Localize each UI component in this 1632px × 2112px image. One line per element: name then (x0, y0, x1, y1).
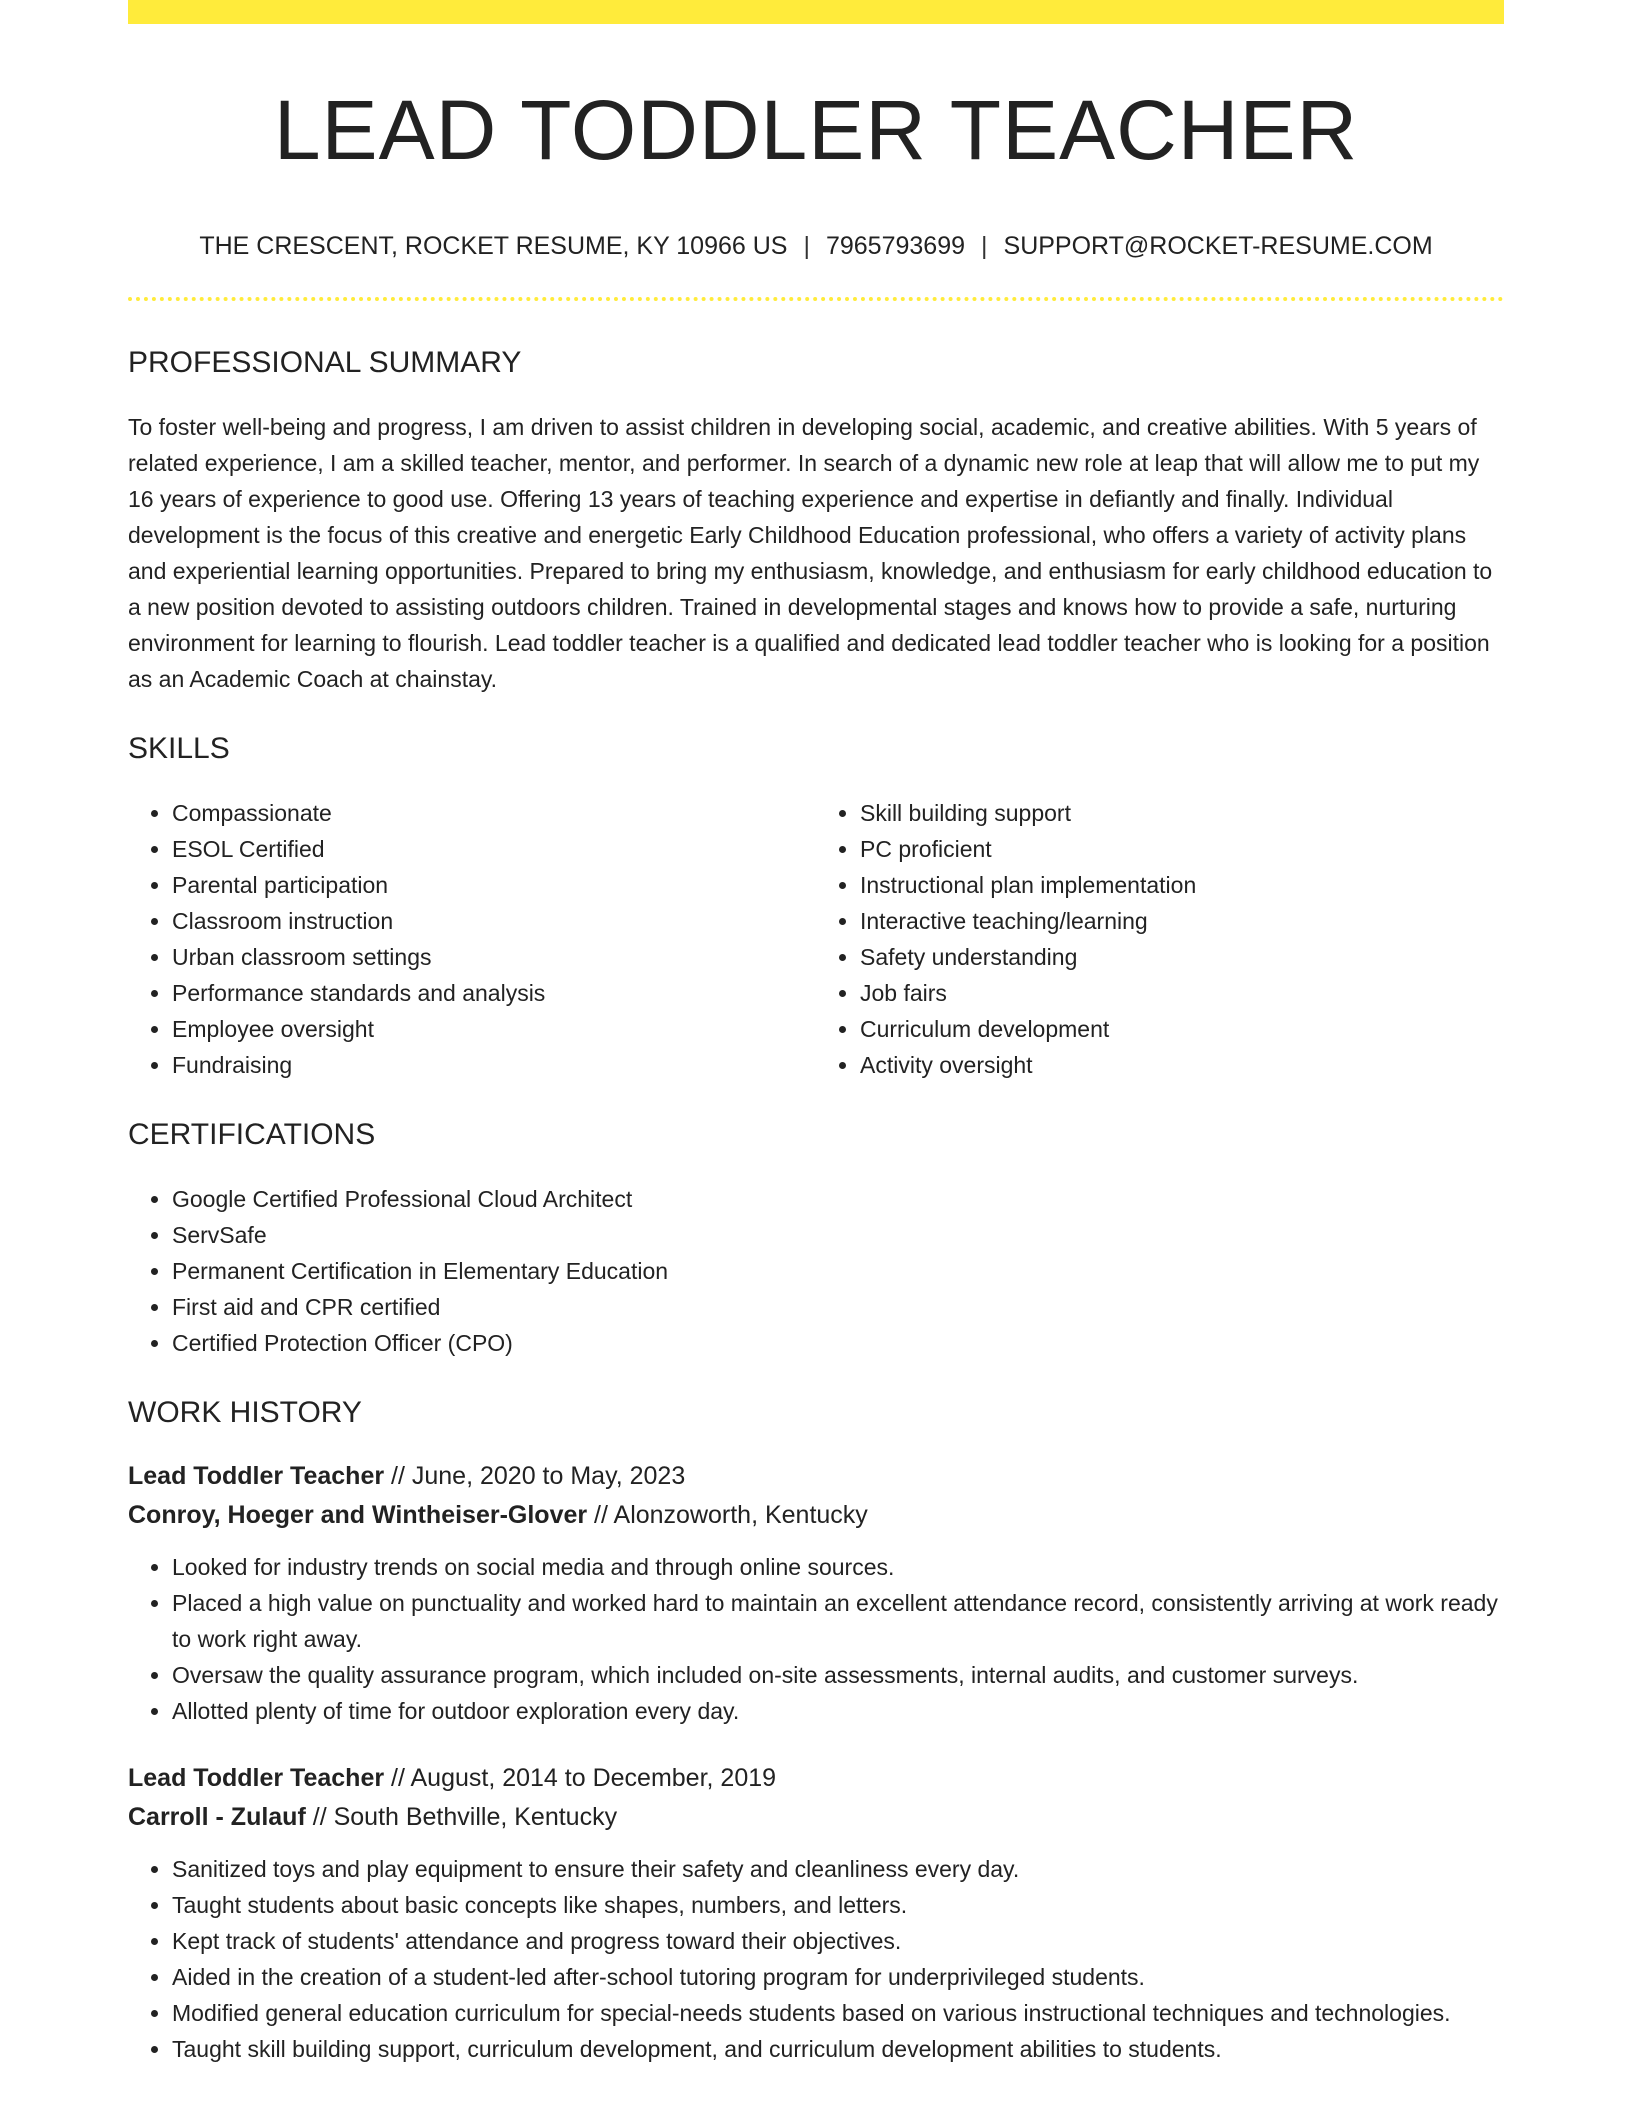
email[interactable]: SUPPORT@ROCKET-RESUME.COM (1003, 232, 1433, 261)
skills-columns (128, 795, 1504, 1083)
job-company-line (128, 1798, 1504, 1837)
job-bullet: • Taught students about basic concepts like shapes, numbers, and letters. (172, 1887, 1504, 1923)
skill-item: • Parental participation (172, 867, 816, 903)
job-entry (128, 1759, 1504, 2067)
job-bullet: • Kept track of students' attendance and progress toward their objectives. (172, 1923, 1504, 1959)
phone: 7965793699 (825, 232, 966, 261)
certification-item: • First aid and CPR certified (172, 1289, 1504, 1325)
skill-item: • Instructional plan implementation (860, 867, 1504, 903)
skill-item: • Safety understanding (860, 939, 1504, 975)
job-company-line (128, 1496, 1504, 1535)
contact-separator: | (803, 232, 810, 261)
job-bullet: • Allotted plenty of time for outdoor exploration every day. (172, 1693, 1504, 1729)
job-location: // Alonzoworth, Kentucky (587, 1501, 868, 1530)
skill-item: • Compassionate (172, 795, 816, 831)
skill-item: • PC proficient (860, 831, 1504, 867)
contact-line (128, 232, 1504, 261)
job-dates: // August, 2014 to December, 2019 (384, 1764, 777, 1793)
job-entry (128, 1457, 1504, 1729)
address: THE CRESCENT, ROCKET RESUME, KY 10966 US (199, 232, 788, 261)
job-location: // South Bethville, Kentucky (305, 1803, 618, 1832)
contact-separator: | (981, 232, 988, 261)
job-bullet: • Oversaw the quality assurance program, which included on-site assessments, internal audits, and customer surveys. (172, 1657, 1504, 1693)
job-title-line (128, 1759, 1504, 1798)
skill-item: • Classroom instruction (172, 903, 816, 939)
skill-item: • Fundraising (172, 1047, 816, 1083)
certifications-list (128, 1181, 1504, 1361)
dotted-divider (128, 297, 1504, 301)
skill-item: • Urban classroom settings (172, 939, 816, 975)
resume-page (128, 0, 1504, 2067)
job-company: Conroy, Hoeger and Wintheiser-Glover (128, 1501, 588, 1530)
skills-right-list (816, 795, 1504, 1083)
skill-item: • Employee oversight (172, 1011, 816, 1047)
job-company: Carroll - Zulauf (128, 1803, 306, 1832)
certifications-heading: CERTIFICATIONS (128, 1118, 376, 1152)
skill-item: • Curriculum development (860, 1011, 1504, 1047)
job-role: Lead Toddler Teacher (128, 1764, 385, 1793)
certification-item: • ServSafe (172, 1217, 1504, 1253)
certification-item: • Certified Protection Officer (CPO) (172, 1325, 1504, 1361)
skills-left-list (128, 795, 816, 1083)
skill-item: • Interactive teaching/learning (860, 903, 1504, 939)
certification-item: • Permanent Certification in Elementary Education (172, 1253, 1504, 1289)
resume-title: LEAD TODDLER TEACHER (273, 83, 1359, 177)
job-bullet: • Looked for industry trends on social media and through online sources. (172, 1549, 1504, 1585)
skills-heading: SKILLS (128, 732, 230, 766)
work-history-heading: WORK HISTORY (128, 1396, 362, 1430)
job-role: Lead Toddler Teacher (128, 1462, 385, 1491)
summary-text: To foster well-being and progress, I am driven to assist children in developing social, academic, and creative abilities. With 5 years of related experience, I am a skilled teacher, mentor, and performer. In search of a dynamic new role at leap that will allow me to put my 16 years of experience to good use. Offering 13 years of teaching experience and expertise in defiantly and finally. Individual development is the focus of this creative and energetic Early Childhood Education professional, who offers a variety of activity plans and experiential learning opportunities. Prepared to bring my enthusiasm, knowledge, and enthusiasm for early childhood education to a new position devoted to assisting outdoors children. Trained in developmental stages and knows how to provide a safe, nurturing environment for learning to flourish. Lead toddler teacher is a qualified and dedicated lead toddler teacher who is looking for a position as an Academic Coach at chainstay. (128, 414, 1493, 693)
job-dates: // June, 2020 to May, 2023 (384, 1462, 686, 1491)
job-bullet: • Placed a high value on punctuality and worked hard to maintain an excellent attendance record, consistently arriving at work ready to work right away. (172, 1585, 1504, 1657)
job-title-line (128, 1457, 1504, 1496)
job-bullet: • Aided in the creation of a student-led after-school tutoring program for underprivileged students. (172, 1959, 1504, 1995)
job-bullets (128, 1549, 1504, 1729)
accent-top-bar (128, 0, 1504, 24)
job-bullet: • Taught skill building support, curriculum development, and curriculum development abilities to students. (172, 2031, 1504, 2067)
skill-item: • Job fairs (860, 975, 1504, 1011)
summary-heading: PROFESSIONAL SUMMARY (128, 346, 522, 380)
skill-item: • ESOL Certified (172, 831, 816, 867)
skill-item: • Performance standards and analysis (172, 975, 816, 1011)
job-bullets (128, 1851, 1504, 2067)
skill-item: • Activity oversight (860, 1047, 1504, 1083)
skill-item: • Skill building support (860, 795, 1504, 831)
certification-item: • Google Certified Professional Cloud Architect (172, 1181, 1504, 1217)
job-bullet: • Modified general education curriculum for special-needs students based on various instructional techniques and technologies. (172, 1995, 1504, 2031)
job-bullet: • Sanitized toys and play equipment to ensure their safety and cleanliness every day. (172, 1851, 1504, 1887)
